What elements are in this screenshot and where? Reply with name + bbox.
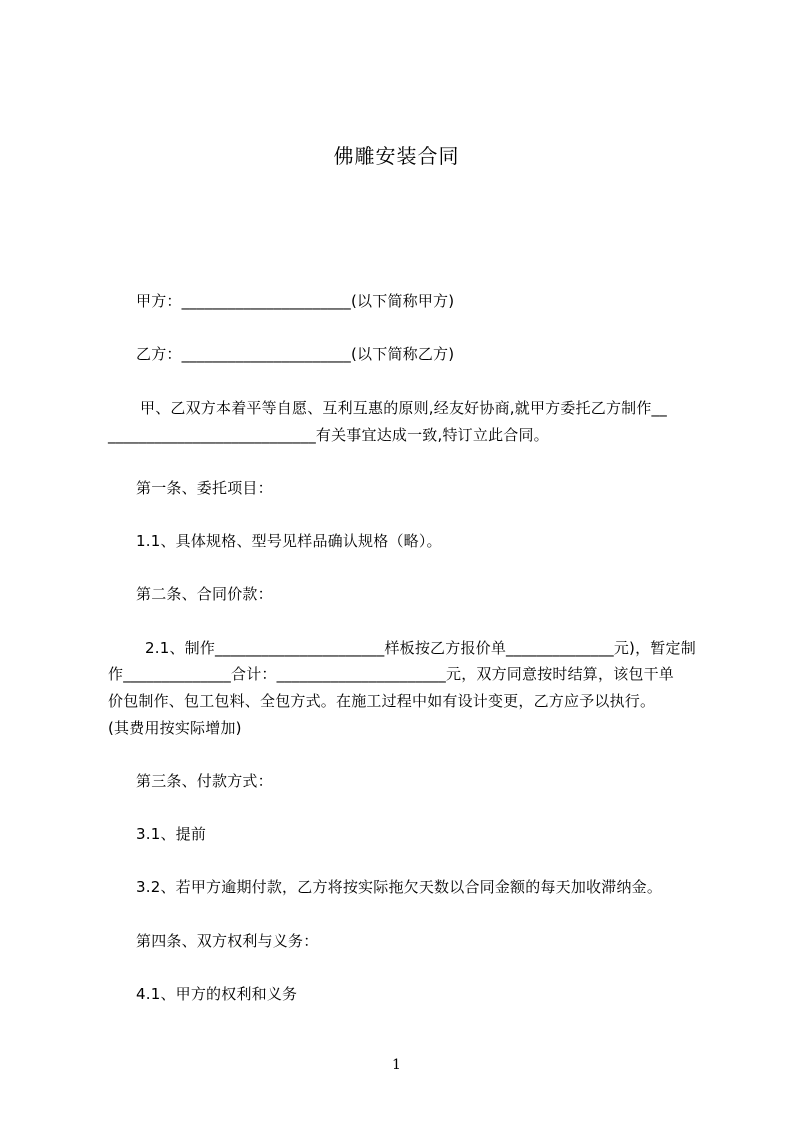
article-3-heading: 第三条、付款方式： (136, 772, 273, 790)
party-b-line: 乙方：______________________(以下简称乙方) (136, 345, 455, 363)
intro-line-1: 甲、乙双方本着平等自愿、互利互惠的原则,经友好协商,就甲方委托乙方制作__ (140, 399, 667, 417)
page-number: 1 (392, 1057, 401, 1073)
article-1-heading: 第一条、委托项目： (136, 479, 273, 497)
article-4-heading: 第四条、双方权利与义务： (136, 932, 319, 950)
clause-2-1-line-3: 价包制作、包工包料、全包方式。在施工过程中如有设计变更，乙方应予以执行。 (108, 692, 656, 710)
clause-4-1: 4.1、甲方的权利和义务 (136, 985, 298, 1003)
clause-3-2: 3.2、若甲方逾期付款，乙方将按实际拖欠天数以合同金额的每天加收滞纳金。 (136, 878, 663, 896)
clause-2-1-line-2: 作______________合计：______________________元，双方同意按时结算，该包干单 (108, 665, 675, 683)
clause-2-1-line-1: 2.1、制作______________________样板按乙方报价单______________元)，暂定制 (145, 639, 696, 657)
clause-2-1-line-4: (其费用按实际增加) (108, 719, 242, 737)
clause-3-1: 3.1、提前 (136, 825, 207, 843)
document-title: 佛雕安装合同 (333, 144, 460, 168)
clause-1-1: 1.1、具体规格、型号见样品确认规格（略）。 (136, 532, 442, 550)
party-a-line: 甲方：______________________(以下简称甲方) (136, 292, 455, 310)
intro-line-2: ___________________________有关事宜达成一致,特订立此合同。 (108, 426, 549, 444)
article-2-heading: 第二条、合同价款： (136, 585, 273, 603)
